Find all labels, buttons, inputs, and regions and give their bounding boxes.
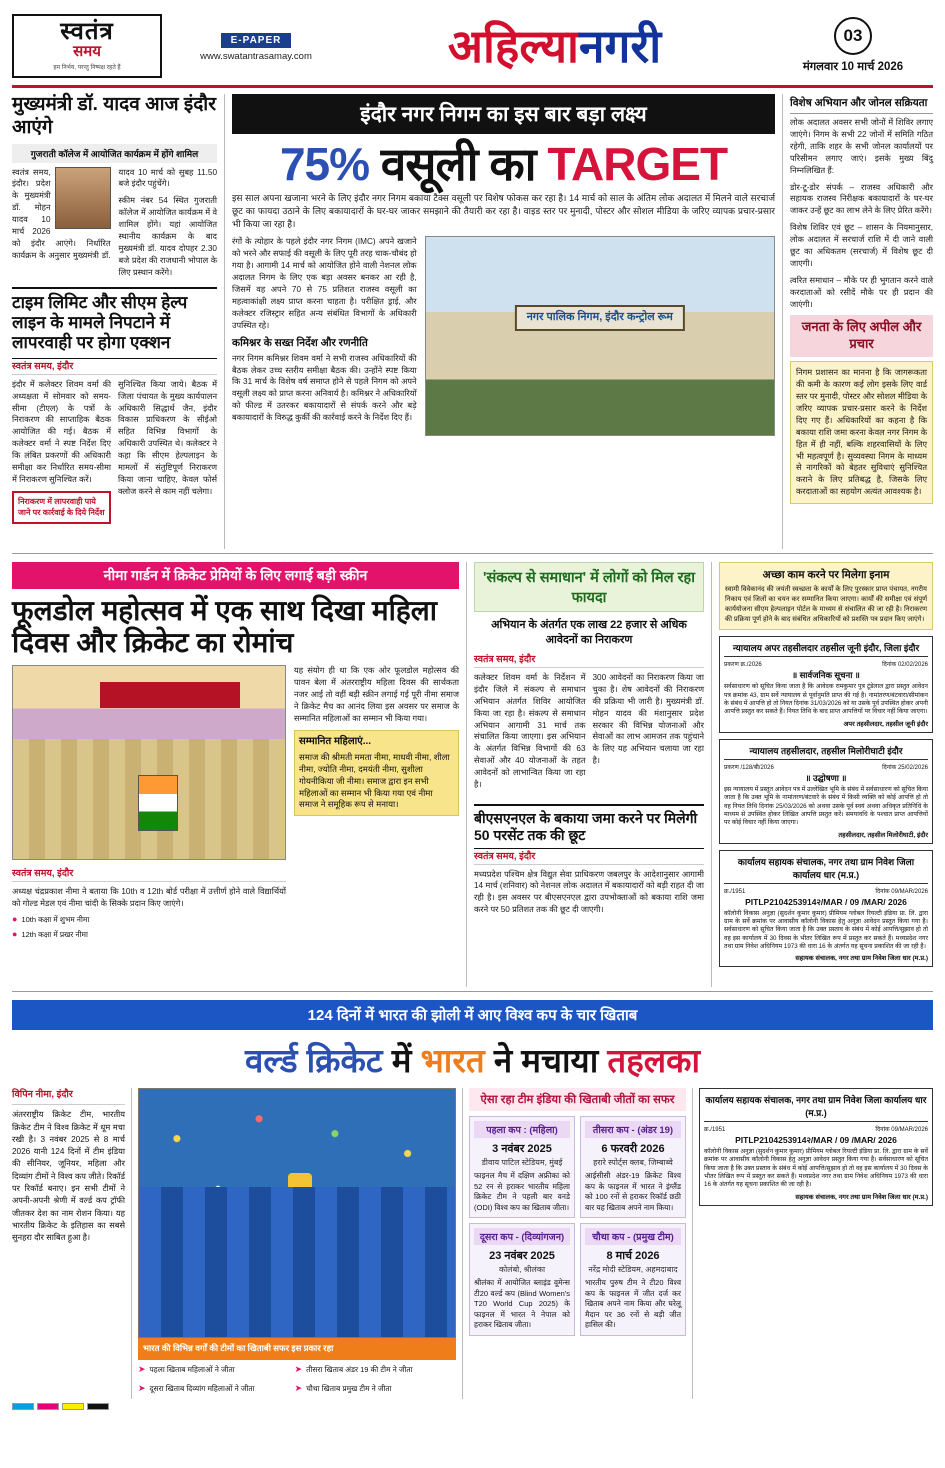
cricket-cups-block	[462, 1088, 692, 1399]
cricket-strip: 124 दिनों में भारत की झोली में आए विश्व कप के चार खिताब	[12, 1000, 933, 1030]
right-text: लोक अदालत अवसर सभी जोनों में शिविर लगाए जाएंगे। निगम के सभी 22 जोनों में समिति गठित रहेगी, ताकि शहर के सभी जोनल कार्यालयों पर परिसीमन लगाए जाएं। इसके मुख्य बिंदु निम्नलिखित हैं:	[790, 118, 933, 175]
cup-4-venue: नरेंद्र मोदी स्टेडियम, अहमदाबाद	[588, 1265, 678, 1274]
cup-2-venue: कोलंबो, श्रीलंका	[498, 1265, 546, 1274]
notice-2-meta-right: दिनांक 25/02/2026	[882, 764, 928, 771]
list-item	[138, 1365, 291, 1376]
notice-3-title: PITLP2104253914२/MAR / 09 /MAR/ 2026	[745, 896, 907, 907]
publication-date: मंगलवार 10 मार्च 2026	[802, 61, 904, 73]
appeal-head: जनता के लिए अपील और प्रचार	[790, 315, 933, 357]
public-notice-4	[699, 1088, 933, 1206]
logo-main-text: स्वतंत्र	[60, 18, 114, 46]
honored-women-text: समाज की श्रीमती ममता नीमा, माधवी नीमा, शीला नीमा, ज्योति नीमा, दमयंती नीमा, सुशीला गोयनीकिया जी नीमा। समाज द्वारा इन सभी महिलाओं का सम्मान भी किया गया एवं नीमा समाज ने समूहिक रूप से मनाया।	[299, 751, 450, 810]
right-bullet-2: विशेष शिविर एवं छूट – शासन के नियमानुसार, लोक अदालत में सरचार्ज राशि में दी जाने वाली छूट का अधिकतम (सरचार्ज) में विशेष छूट दी जाएगी।	[790, 223, 933, 268]
lead-title-part2: वसूली का	[380, 138, 536, 190]
notice-4-header: कार्यालय सहायक संचालक, नगर तथा ग्राम निवेश जिला कार्यालय धार (म.प्र.)	[704, 1093, 928, 1122]
list-item	[138, 1384, 291, 1395]
edition-title	[336, 19, 773, 72]
cup-4-label: चौथा कप - (प्रमुख टीम)	[585, 1228, 681, 1245]
notice-1-body: सर्वसाधारण को सूचित किया जाता है कि आवेदक रामकुमार पुत्र टूंडेलाल द्वारा प्रस्तुत आवेदन पत्र क्रमांक 43, ग्राम सर्वे न्यायालय से पूर्वानुमति प्राप्त की गई है। नामांतरण/बंटवारा/सीमांकन के संबंध में आपत्ति हो तो नियत दिनांक 31/03/2026 को या उसके पूर्व उपस्थित होकर अपनी आपत्ति प्रस्तुत कर सकते हैं। नियत तिथि के बाद प्राप्त आपत्तियों पर विचार नहीं किया जाएगा।	[724, 683, 928, 716]
notice-1-header: न्यायालय अपर तहसीलदार तहसील जूनी इंदौर, जिला इंदौर	[724, 641, 928, 657]
team-celebration-photo	[138, 1088, 456, 1338]
notice-3-body: कॉलोनी विकास अनुज्ञा (सुदर्शन कुमार कुमार) प्रीमियम ग्लोबल रियल्टी इंडिया प्रा. लि. द्वारा ग्राम के सर्वे क्रमांक पर आवासीय कॉलोनी विकास हेतु अनुज्ञा आवेदन प्रस्तुत किया गया है। सर्वसाधारण को सूचित किया जाता है कि उक्त प्रस्ताव के संबंध में कोई आपत्ति/सुझाव हो तो वह इस कार्यालय में 30 दिवस के भीतर लिखित रूप में प्रस्तुत कर सकते हैं। मध्यप्रदेश नगर तथा ग्राम निवेश अधिनियम 1973 की धारा 16 के अंतर्गत यह सूचना प्रकाशित की जा रही है।	[724, 909, 928, 951]
edition-title-part2: नगरी	[578, 19, 662, 72]
swatch-magenta	[37, 1403, 59, 1410]
middle-section	[12, 562, 933, 987]
cricket-bullet-2: तीसरा खिताब अंडर 19 की टीम ने जीता	[306, 1364, 413, 1374]
notice-1-title: ॥ सार्वजनिक सूचना ॥	[792, 670, 860, 681]
honored-women-box	[294, 730, 459, 816]
lead-sub1-head: कमिश्नर के सख्त निर्देश और रणनीति	[232, 336, 368, 349]
bottom-section	[12, 1000, 933, 1410]
lead-kicker: इंदौर नगर निगम का इस बार बड़ा लक्ष्य	[232, 94, 775, 134]
festival-bullet-2: 12th कक्षा में प्रखर नीमा	[21, 930, 88, 940]
cricket-bullet-1: पहला खिताब महिलाओं ने जीता	[149, 1364, 235, 1374]
cricket-title-part3: भारत	[420, 1042, 485, 1079]
cup-3-label: तीसरा कप - (अंडर 19)	[585, 1121, 681, 1138]
cricket-bullet-3: दूसरा खिताब दिव्यांग महिलाओं ने जीता	[149, 1383, 255, 1393]
cup-2-label: दूसरा कप - (दिव्यांगजन)	[474, 1228, 570, 1245]
bullet-dot-icon: ●	[12, 929, 18, 940]
notice-3-sign: सहायक संचालक, नगर तथा ग्राम निवेश जिला धार (म.प्र.)	[795, 955, 928, 963]
left-second-headline: टाइम लिमिट और सीएम हेल्प लाइन के मामले निपटाने में लापरवाही पर होगा एक्शन	[12, 287, 217, 359]
reward-text: स्वामी विवेकानंद की जयंती स्वच्छता के कार्यों के लिए पुरस्कार प्राप्त पंचायत, नगरीय निकाय एवं जिलों का चयन कर सम्मानित किया जाएगा। कार्यों की समीक्षा एवं संपूर्ण कार्ययोजना सीएम हेल्पलाइन पोर्टल के माध्यम से संचालित की जा रही है। निराकरण की प्रक्रिया पूर्ण होने के बाद संबंधित अधिकारियों को प्रशस्ति पत्र प्रदान किए जाएंगे।	[725, 586, 927, 623]
swatch-cyan	[12, 1403, 34, 1410]
print-color-swatches	[12, 1403, 933, 1410]
list-item	[295, 1384, 448, 1395]
notice-4-meta-left: क्र./1951	[704, 1127, 726, 1133]
swatch-black	[87, 1403, 109, 1410]
epaper-url[interactable]: www.swatantrasamay.com	[200, 50, 312, 62]
sankalp-col2: 300 आवेदनों का निराकरण किया जा चुका है। शेष आवेदनों की निराकरण की प्रक्रिया भी जारी है। मुख्यमंत्री डॉ. मोहन यादव की मंशानुसार प्रदेश सरकार की विभिन्न योजनाओं और सेवाओं का लाभ आमजन तक पहुंचाने के लिए यह अभियान चलाया जा रहा है।	[592, 673, 704, 766]
sankalp-byline: स्वतंत्र समय, इंदौर	[474, 652, 704, 668]
bsnl-head: बीएसएनएल के बकाया जमा करने पर मिलेगी 50 परसेंट तक की छूट	[474, 804, 704, 849]
team-players-graphic	[139, 1187, 455, 1337]
cup-4-date: 8 मार्च 2026	[606, 1250, 660, 1262]
left-second-byline: स्वतंत्र समय, इंदौर	[12, 359, 217, 375]
cup-1-label: पहला कप : (महिला)	[474, 1121, 570, 1138]
left-second-col1: इंदौर में कलेक्टर शिवम वर्मा की अध्यक्षता में सोमवार को समय-सीमा (टीएल) के पत्रों के निराकरण की साप्ताहिक बैठक आयोजित की गई। बैठक में कलेक्टर वर्मा ने स्पष्ट निर्देश दिए कि लंबित प्रकरणों की अधिकारी समीक्षा कर निर्धारित समय-सीमा में निराकरण सुनिश्चित करें।	[12, 379, 111, 484]
bullet-dot-icon: ➤	[294, 1363, 303, 1374]
edition-title-part1: अहिल्या	[447, 19, 579, 72]
bsnl-text: मध्यप्रदेश पश्चिम क्षेत्र विद्युत सेवा प्राधिकरण जबलपुर के आदेशानुसार आगामी 14 मार्च (शनिवार) को नेशनल लोक अदालत में बकायादारों को बड़ी राहत दी जा रही है। इस अवसर पर बीएसएनएल द्वारा उपभोक्ताओं को बकाया राशि जमा करने पर 50 प्रतिशत तक की छूट दी जाएगी।	[474, 869, 704, 915]
cm-portrait-photo	[55, 167, 111, 229]
notice-1-meta-left: प्रकरण क्र./2026	[724, 662, 762, 669]
lead-title-part3: TARGET	[547, 138, 728, 190]
bottom-notice-column	[692, 1088, 933, 1399]
festival-strip: नीमा गार्डन में क्रिकेट प्रेमियों के लिए लगाई बड़ी स्क्रीन	[12, 562, 459, 589]
cup-3-venue: हरारे स्पोर्ट्स क्लब, जिम्बाब्वे	[593, 1158, 673, 1167]
notice-4-sign: सहायक संचालक, नगर तथा ग्राम निवेश जिला धार (म.प्र.)	[795, 1193, 928, 1201]
lead-sub1-text: नगर निगम कमिश्नर शिवम वर्मा ने सभी राजस्व अधिकारियों की बैठक लेकर उच्च स्तरीय समीक्षा बैठक की। उन्होंने स्पष्ट किया कि 31 मार्च के विशेष वर्ष समाप्त होने से पहले निगम को अपने वसूली लक्ष्य को प्राप्त करना अनिवार्य है। कमिश्नर ने अधिकारियों को फील्ड में उतरकर बकायादारों से संपर्क करने और बड़े बकायादारों के विरुद्ध कुर्की की कार्रवाई करने के निर्देश दिए हैं।	[232, 353, 417, 423]
cricket-left-text	[12, 1088, 132, 1399]
festival-group-photo	[12, 665, 286, 860]
sankalp-story	[467, 562, 712, 987]
festival-headline: फूलडोल महोत्सव में एक साथ दिखा महिला दिवस और क्रिकेट का रोमांच	[12, 595, 438, 659]
public-notice-3	[719, 850, 933, 968]
cup-card-2	[469, 1223, 575, 1336]
bullet-dot-icon: ➤	[138, 1363, 146, 1374]
notice-2-sign: तहसीलदार, तहसील मिलोरीघाटी, इंदौर	[838, 831, 928, 839]
cricket-title-part2: में	[391, 1042, 412, 1079]
list-item	[12, 915, 286, 926]
notice-2-body: इस न्यायालय में प्रस्तुत आवेदन पत्र में उल्लेखित भूमि के संबंध में सर्वसाधारण को सूचित किया जाता है कि उक्त भूमि के नामांतरण/बंटवारे के संबंध में किसी व्यक्ति को कोई आपत्ति हो तो वह नियत तिथि दिनांक 25/03/2026 को अथवा उसके पूर्व स्वयं अथवा अधिकृत प्रतिनिधि के माध्यम से उपस्थित होकर लिखित आपत्ति प्रस्तुत करें। समयावधि के पश्चात प्राप्त आपत्तियों पर कोई विचार नहीं किया जाएगा।	[724, 785, 928, 827]
control-room-photo	[425, 236, 775, 436]
sankalp-sub: अभियान के अंतर्गत एक लाख 22 हजार से अधिक आवेदनों का निराकरण	[491, 619, 687, 646]
festival-story	[12, 562, 467, 987]
sankalp-head: 'संकल्प से समाधान' में लोगों को मिल रहा फायदा	[474, 562, 704, 612]
left-para-2: स्कीम नंबर 54 स्थित गुजराती कॉलेज में आयोजित कार्यक्रम में वे शामिल होंगे। यहां आयोजित स्थानीय कार्यक्रम के बाद मुख्यमंत्री डॉ. यादव दोपहर 2.30 बजे प्रदेश की राजधानी भोपाल के लिए प्रस्थान करेंगे।	[118, 196, 217, 277]
notice-2-title: ॥ उद्घोषणा ॥	[805, 772, 847, 783]
reward-head: अच्छा काम करने पर मिलेगा इनाम	[762, 569, 890, 581]
cups-head: ऐसा रहा टीम इंडिया की खिताबी जीतों का सफर	[469, 1088, 686, 1111]
bullet-dot-icon: ●	[12, 914, 18, 925]
bullet-dot-icon: ➤	[294, 1382, 303, 1393]
logo-tagline: हम निर्भय, परन्तु निष्पक्ष रहते हैं	[53, 64, 121, 71]
lead-intro: इस साल अपना खजाना भरने के लिए इंदौर नगर निगम बकाया टैक्स वसूली पर विशेष फोकस कर रहा है। 14 मार्च को साल के अंतिम लोक अदालत में मिलने वाले सरचार्ज छूट का फायदा उठाने के लिए बकायादारों के घर-घर जाकर समझाने की तैयारी कर रहा है। वाइड स्तर पर मुनादी, पोस्टर और सोशल मीडिया के जरिए व्यापक प्रचार-प्रसार भी किया जा रहा है।	[232, 193, 775, 230]
lead-story	[224, 94, 783, 549]
lead-title-part1: 75%	[279, 138, 370, 190]
cricket-title-part1: वर्ल्ड क्रिकेट	[244, 1042, 383, 1079]
left-headline: मुख्यमंत्री डॉ. यादव आज इंदौर आएंगे	[12, 94, 216, 138]
left-para-1: स्वतंत्र समय, इंदौर। प्रदेश के मुख्यमंत्री डॉ. मोहन यादव 10 मार्च 2026 को इंदौर आएंगे। निर्धारित कार्यक्रम के अनुसार मुख्यमंत्री डॉ. यादव 10 मार्च को सुबह 11.50 बजे इंदौर पहुंचेंगे।	[12, 167, 217, 260]
cricket-byline: विपिन नीमा, इंदौर	[12, 1088, 125, 1105]
cricket-left-body: अंतरराष्ट्रीय क्रिकेट टीम, भारतीय क्रिकेट टीम ने विश्व क्रिकेट में धूम मचा रखी है। 3 नवंबर 2025 से 8 मार्च 2026 यानी 124 दिनों में टीम इंडिया की सीनियर, जूनियर, महिला और दिव्यांग टीमों ने विश्व कप जीते। रिकॉर्ड पर रिकॉर्ड बनाए। इन सभी टीमों ने अपनी-अपनी श्रेणी में वर्ल्ड कप ट्रॉफी जीतकर देश का नाम रोशन किया। यह भारतीय क्रिकेट के इतिहास का सबसे सुनहरा दौर साबित हुआ है।	[12, 1110, 125, 1243]
top-section	[12, 94, 933, 549]
masthead	[12, 10, 933, 88]
notice-4-title: PITLP2104253914२/MAR / 09 /MAR/ 2026	[735, 1135, 897, 1145]
honored-women-head: सम्मानित महिलाएं...	[299, 735, 372, 747]
epaper-badge: E-PAPER	[221, 33, 292, 48]
notice-3-meta-right: दिनांक 09/MAR/2026	[875, 888, 928, 895]
cup-3-text: आईसीसी अंडर-19 क्रिकेट विश्व कप के फाइनल में भारत ने इंग्लैंड को 100 रनों से हराकर रिकॉर्ड छठी बार यह खिताब अपने नाम किया।	[585, 1171, 681, 1212]
right-head: विशेष अभियान और जोनल सक्रियता	[790, 97, 933, 114]
left-column-top	[12, 94, 224, 549]
cup-card-1	[469, 1116, 575, 1218]
left-second-col2: सुनिश्चित किया जाये। बैठक में जिला पंचायत के मुख्य कार्यपालन अधिकारी सिद्धार्थ जैन, इंदौर विकास प्राधिकरण के सीईओ सहित विभिन्न विभागों के अधिकारी उपस्थित थे। कलेक्टर ने कहा कि सीएम हेल्पलाइन के मामलों में संतुष्टिपूर्ण निराकरण किया जाना चाहिए, केवल फोर्स क्लोज करने से काम नहीं चलेगा।	[118, 379, 217, 496]
festival-byline: स्वतंत्र समय, इंदौर	[12, 866, 286, 882]
festival-caption: यह संयोग ही था कि एक ओर फूलडोल महोत्सव की पावन बेला में अंतरराष्ट्रीय महिला दिवस की सार्थकता नजर आई तो वहीं बड़ी स्क्रीन लगाई गई पूरी नीमा समाज ने क्रिकेट मैच का आनंद लिया इस अवसर पर समाज के सम्मानित महिलाओं का सम्मान भी किया गया।	[294, 666, 459, 723]
appeal-text: निगम प्रशासन का मानना है कि जागरूकता की कमी के कारण कई लोग इसके लिए वार्ड स्तर पर मुनादी, पोस्टर और सोशल मीडिया के जरिए व्यापक प्रचार-प्रसार करने के निर्देश दिए गए हैं। अधिकारियों का कहना है कि बकाया राशि जमा करना केवल नगर निगम के हित में ही नहीं, बल्कि शहरवासियों के लिए भी महत्वपूर्ण है। सुव्यवस्था निगम के माध्यम से नागरिकों को बेहतर सुविधाएं सुनिश्चित कराने के लिए प्रतिबद्ध है, जिसके लिए करदाताओं का सहयोग अत्यंत आवश्यक है।	[796, 368, 927, 497]
cup-card-4	[580, 1223, 686, 1336]
cup-1-date: 3 नवंबर 2025	[492, 1143, 552, 1155]
bullet-dot-icon: ➤	[138, 1382, 146, 1393]
page-number: 03	[834, 17, 872, 55]
cup-1-venue: डीवाय पाटिल स्टेडियम, मुंबई	[481, 1158, 563, 1167]
right-bullet-1: डोर-टू-डोर संपर्क – राजस्व अधिकारी और सहायक राजस्व निरीक्षक बकायादारों के घर-घर जाकर उन्हें छूट का लाभ लेने के लिए प्रेरित करेंगे।	[790, 182, 933, 216]
bsnl-byline: स्वतंत्र समय, इंदौर	[474, 849, 704, 865]
festival-bullet-1: 10th कक्षा में शुभम नीमा	[21, 915, 90, 925]
sankalp-col1: कलेक्टर शिवम वर्मा के निर्देशन में इंदौर जिले में संकल्प से समाधान अभियान अंतर्गत शिविर आयोजित किया जा रहा है। संकल्प से समाधान अभियान आगामी 31 मार्च तक संचालित किया जाएगा। इस अभियान के अंतर्गत विभिन्न विभागों की 63 सेवाओं और 40 योजनाओं के तहत आवेदनों को लाभान्वित किया जा रहा है।	[474, 673, 586, 790]
notice-4-meta-right: दिनांक 09/MAR/2026	[875, 1127, 928, 1133]
cup-1-text: फाइनल मैच में दक्षिण अफ्रीका को 52 रन से हराकर भारतीय महिला क्रिकेट टीम ने पहली बार वनडे (ODI) विश्व कप का खिताब जीता।	[474, 1171, 570, 1212]
notice-2-meta-left: प्रकरण /128/बी/2026	[724, 764, 774, 771]
event-banner	[100, 682, 240, 708]
logo-sub-text: समय	[73, 43, 101, 61]
cup-2-text: श्रीलंका में आयोजित ब्लाइंड वूमेन्स टी20 वर्ल्ड कप (Blind Women's T20 World Cup 2025) के फाइनल में भारत ने नेपाल को हराकर खिताब जीता।	[474, 1278, 570, 1329]
cup-4-text: भारतीय पुरुष टीम ने टी20 विश्व कप के फाइनल में जीत दर्ज कर खिताब अपने नाम किया और घरेलू मैदान पर 36 रनों से बड़ी जीत हासिल की।	[585, 1278, 681, 1329]
cup-2-date: 23 नवंबर 2025	[489, 1250, 555, 1262]
cup-3-date: 6 फरवरी 2026	[601, 1143, 665, 1155]
notice-4-body: कॉलोनी विकास अनुज्ञा (सुदर्शन कुमार कुमार) प्रीमियम ग्लोबल रियल्टी इंडिया प्रा. लि. द्वारा ग्राम के सर्वे क्रमांक पर आवासीय कॉलोनी विकास हेतु अनुज्ञा आवेदन प्रस्तुत किया गया है। सर्वसाधारण को सूचित किया जाता है कि उक्त प्रस्ताव के संबंध में कोई आपत्ति/सुझाव हो तो वह इस कार्यालय में 30 दिवस के भीतर लिखित रूप में प्रस्तुत कर सकते हैं। मध्यप्रदेश नगर तथा ग्राम निवेश अधिनियम 1973 की धारा 16 के अंतर्गत यह सूचना प्रकाशित की जा रही है।	[704, 1148, 928, 1189]
page-meta	[773, 17, 933, 74]
right-column-top	[783, 94, 933, 549]
cricket-bullet-4: चौथा खिताब प्रमुख टीम ने जीता	[306, 1383, 392, 1393]
indian-flag-icon	[138, 775, 178, 831]
cricket-photo-caption: भारत की विभिन्न वर्गों की टीमों का खिताबी सफर इस प्रकार रहा	[138, 1338, 456, 1360]
notice-1-sign: अपर तहसीलदार, तहसील जूनी इंदौर	[843, 720, 928, 728]
notices-column	[712, 562, 933, 987]
photo-signboard-text: नगर पालिक निगम, इंदौर कन्ट्रोल रूम	[515, 305, 685, 331]
publication-logo	[12, 14, 162, 78]
swatch-yellow	[62, 1403, 84, 1410]
right-bullet-3: त्वरित समाधान – मौके पर ही भुगतान करने वाले करदाताओं को रसीदें मौके पर ही प्रदान की जाएंगी।	[790, 275, 933, 309]
left-subhead: गुजराती कॉलेज में आयोजित कार्यक्रम में होंगे शामिल	[12, 144, 217, 163]
public-notice-1	[719, 636, 933, 732]
public-notice-2	[719, 739, 933, 844]
list-item	[12, 930, 286, 941]
notice-1-meta-right: दिनांक 02/02/2026	[882, 662, 928, 669]
cricket-title-part5: तहलका	[607, 1042, 701, 1079]
notice-3-header: कार्यालय सहायक संचालक, नगर तथा ग्राम निवेश जिला कार्यालय धार (म.प्र.)	[724, 855, 928, 884]
cricket-title-part4: ने मचाया	[493, 1042, 599, 1079]
festival-caption2: अध्यक्ष चंद्रप्रकाश नीमा ने बताया कि 10th व 12th बोर्ड परीक्षा में उत्तीर्ण होने वाले विद्यार्थियों को गोल्ड मेडल एवं नीमा चांदी के सिक्के प्रदान किए जाएंगे।	[12, 887, 286, 909]
epaper-block	[176, 30, 336, 62]
left-second-callout: निराकरण में लापरवाही पाये जाने पर कार्रवाई के दिये निर्देश	[12, 491, 111, 525]
cricket-photo-block	[132, 1088, 462, 1399]
cup-card-3	[580, 1116, 686, 1218]
lead-col-left: रंगों के त्योहार के पहले इंदौर नगर निगम (IMC) अपने खजाने को भरने और सफाई की वसूली के लिए पूरी तरह चाक-चौबंद हो गया है। आगामी 14 मार्च को आयोजित होने वाली नेशनल लोक अदालत निगम के लिए एक बड़ा अवसर बनकर आ रही है, जिसमें वह अपने 70 से 75 प्रतिशत राजस्व वसूली का महत्वाकांक्षी लक्ष्य प्राप्त करना चाहता है। परीक्षित ड्राई, और कलेक्टर रजिस्ट्रार सहित अन्य संबंधित विभागों के अधिकारी उपस्थित रहे।	[232, 237, 417, 330]
list-item	[295, 1365, 448, 1376]
notice-2-header: न्यायालय तहसीलदार, तहसील मिलोरीघाटी इंदौर	[724, 744, 928, 760]
notice-3-meta-left: क्र./1951	[724, 888, 746, 895]
